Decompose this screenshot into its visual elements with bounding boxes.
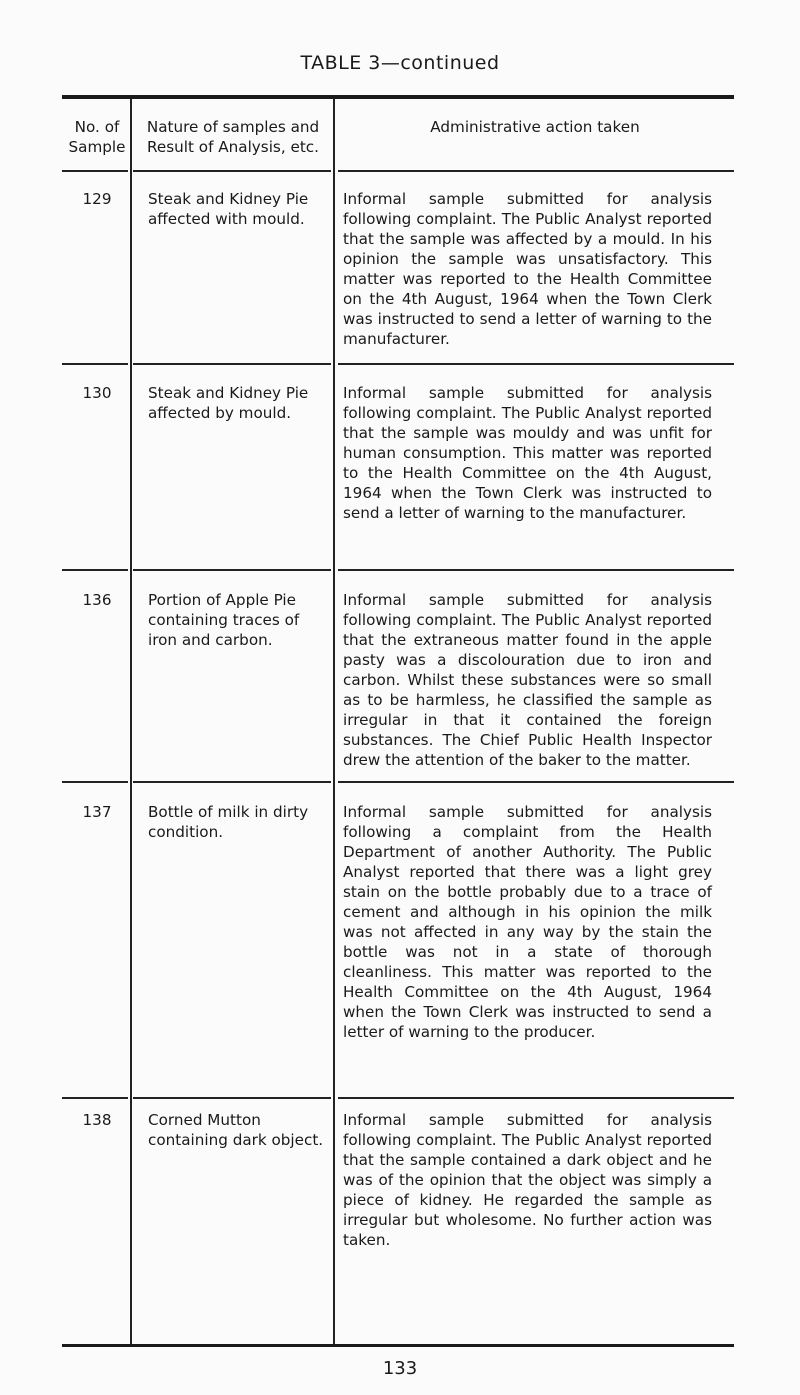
- row-separator: [133, 1097, 331, 1099]
- row-separator: [133, 781, 331, 783]
- bottom-rule: [62, 1344, 734, 1347]
- sample-nature: Steak and Kidney Pie affected by mould.: [148, 384, 309, 422]
- table-title: TABLE 3—continued: [300, 52, 500, 74]
- action-taken: Informal sample submitted for analysis following complaint. The Public Analyst reported that the extraneous matter found in the apple pasty was a discolouration due to iron and carbon. Whilst these substances were so small as to be harmless, he classified the sample as irregular in that it contained the foreign substances. The Chief Public Health Inspector drew the attention of the baker to the matter.: [343, 591, 712, 769]
- action-taken: Informal sample submitted for analysis following complaint. The Public Analyst reported that the sample contained a dark object and he was of the opinion that the object was simply a piece of kidney. He regarded the sample as irregular but wholesome. No further action was taken.: [343, 1111, 712, 1249]
- sample-nature: Corned Mutton containing dark object.: [148, 1111, 324, 1149]
- row-separator: [133, 363, 331, 365]
- sample-number: 138: [82, 1111, 112, 1129]
- row-separator: [62, 569, 128, 571]
- page-number: 133: [382, 1358, 418, 1379]
- action-taken: Informal sample submitted for analysis following complaint. The Public Analyst reported that the sample was mouldy and was unfit for human consumption. This matter was reported to the Health Committee on the 4th August, 1964 when the Town Clerk was instructed to send a letter of warning to the manufacturer.: [343, 384, 712, 522]
- row-separator: [62, 1097, 128, 1099]
- column-divider: [130, 99, 132, 1344]
- column-header-nature: Nature of samples and Result of Analysis, etc.: [146, 118, 320, 156]
- sample-number: 130: [82, 384, 112, 402]
- row-separator: [338, 170, 734, 172]
- sample-number: 129: [82, 190, 112, 208]
- column-header-action: Administrative action taken: [430, 118, 640, 136]
- row-separator: [62, 363, 128, 365]
- column-divider: [333, 99, 335, 1344]
- row-separator: [133, 569, 331, 571]
- row-separator: [338, 781, 734, 783]
- row-separator: [338, 1097, 734, 1099]
- action-taken: Informal sample submitted for analysis following a complaint from the Health Department of another Authority. The Public Analyst reported that there was a light grey stain on the bottle probably due to a trace of cement and although in his opinion the milk was not affected in any way by the stain the bottle was not in a state of thorough cleanliness. This matter was reported to the Health Committee on the 4th August, 1964 when the Town Clerk was instructed to send a letter of warning to the producer.: [343, 803, 712, 1041]
- sample-nature: Bottle of milk in dirty condition.: [148, 803, 309, 841]
- sample-number: 136: [82, 591, 112, 609]
- row-separator: [338, 363, 734, 365]
- column-header-no: No. of Sample: [68, 118, 126, 156]
- sample-number: 137: [82, 803, 112, 821]
- row-separator: [62, 170, 128, 172]
- action-taken: Informal sample submitted for analysis following complaint. The Public Analyst reported that the sample was affected by a mould. In his opinion the sample was unsatisfactory. This matter was reported to the Health Committee on the 4th August, 1964 when the Town Clerk was instructed to send a letter of warning to the manufacturer.: [343, 190, 712, 348]
- row-separator: [338, 569, 734, 571]
- row-separator: [62, 781, 128, 783]
- sample-nature: Steak and Kidney Pie affected with mould.: [148, 190, 309, 228]
- row-separator: [133, 170, 331, 172]
- sample-nature: Portion of Apple Pie containing traces of iron and carbon.: [148, 591, 300, 649]
- top-rule: [62, 95, 734, 99]
